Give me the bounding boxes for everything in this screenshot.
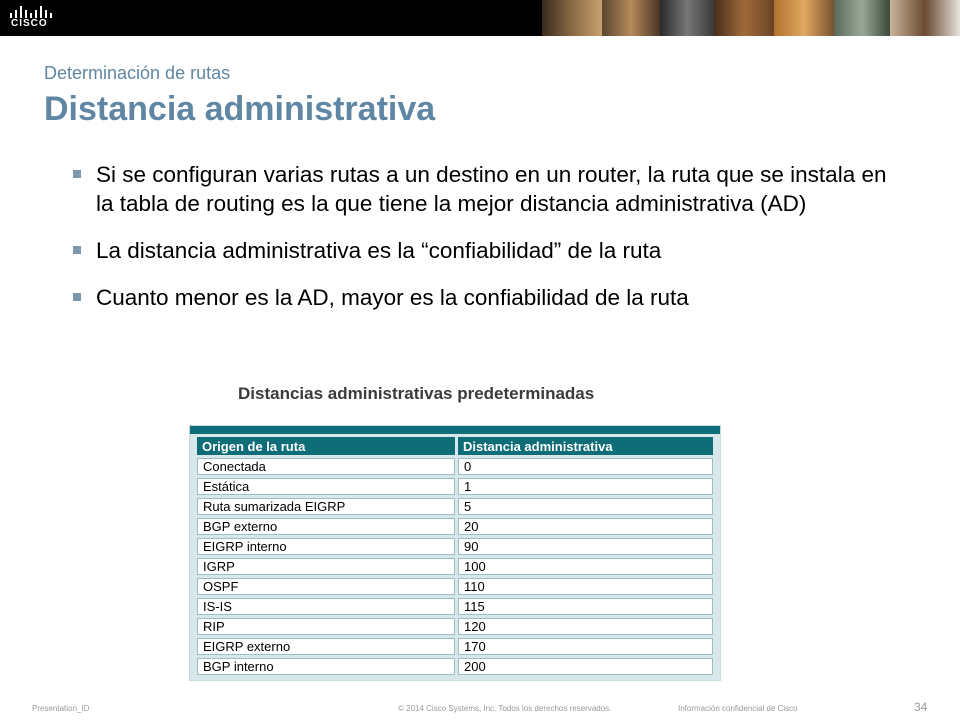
route-source-cell: OSPF xyxy=(197,578,455,595)
route-source-cell: BGP interno xyxy=(197,658,455,675)
table-row xyxy=(197,658,713,675)
bullet-item xyxy=(72,283,892,312)
slide-subtitle: Determinación de rutas xyxy=(44,63,231,83)
column-header-route-source: Origen de la ruta xyxy=(197,437,455,455)
admin-distance-cell: 120 xyxy=(458,618,713,635)
header-photo xyxy=(774,0,834,36)
admin-distance-cell: 200 xyxy=(458,658,713,675)
admin-distance-cell: 90 xyxy=(458,538,713,555)
admin-distance-table xyxy=(194,434,716,678)
admin-distance-cell: 115 xyxy=(458,598,713,615)
table-heading: Distancias administrativas predeterminadas xyxy=(238,384,595,403)
route-source-cell: RIP xyxy=(197,618,455,635)
table-top-strip xyxy=(190,426,720,434)
admin-distance-cell: 20 xyxy=(458,518,713,535)
page-number: 34 xyxy=(914,700,928,714)
bullet-list xyxy=(72,160,892,330)
slide-title: Distancia administrativa xyxy=(44,90,436,128)
table-row xyxy=(197,538,713,555)
header-photo-strip xyxy=(542,0,960,36)
bullet-text: Cuanto menor es la AD, mayor es la confiabilidad de la ruta xyxy=(96,285,689,310)
footer-presentation-id: Presentation_ID xyxy=(32,704,90,713)
admin-distance-cell: 170 xyxy=(458,638,713,655)
table-row xyxy=(197,558,713,575)
bullet-item xyxy=(72,160,892,218)
table-header-row xyxy=(197,437,713,455)
bullet-text: La distancia administrativa es la “confiabilidad” de la ruta xyxy=(96,238,662,263)
header-photo xyxy=(834,0,890,36)
square-bullet-icon xyxy=(73,246,81,254)
route-source-cell: EIGRP interno xyxy=(197,538,455,555)
table-row xyxy=(197,638,713,655)
route-source-cell: Ruta sumarizada EIGRP xyxy=(197,498,455,515)
admin-distance-cell: 1 xyxy=(458,478,713,495)
column-header-admin-distance: Distancia administrativa xyxy=(458,437,713,455)
table-row xyxy=(197,518,713,535)
header-photo xyxy=(602,0,660,36)
route-source-cell: BGP externo xyxy=(197,518,455,535)
route-source-cell: Conectada xyxy=(197,458,455,475)
admin-distance-cell: 100 xyxy=(458,558,713,575)
admin-distance-cell: 110 xyxy=(458,578,713,595)
table-row xyxy=(197,578,713,595)
square-bullet-icon xyxy=(73,170,81,178)
cisco-logo-bars-icon xyxy=(10,6,54,18)
route-source-cell: IGRP xyxy=(197,558,455,575)
footer-copyright: © 2014 Cisco Systems, Inc. Todos los derechos reservados. xyxy=(398,704,612,713)
header-banner xyxy=(0,0,960,36)
table-row xyxy=(197,478,713,495)
bullet-text: Si se configuran varias rutas a un destino en un router, la ruta que se instala en la tabla de routing es la que tiene la mejor distancia administrativa (AD) xyxy=(96,162,887,216)
admin-distance-cell: 0 xyxy=(458,458,713,475)
route-source-cell: Estática xyxy=(197,478,455,495)
table-row xyxy=(197,598,713,615)
bullet-item xyxy=(72,236,892,265)
route-source-cell: IS-IS xyxy=(197,598,455,615)
header-photo xyxy=(660,0,714,36)
header-photo xyxy=(714,0,774,36)
header-photo xyxy=(542,0,602,36)
footer-confidential: Información confidencial de Cisco xyxy=(678,704,798,713)
admin-distance-table-frame xyxy=(189,425,721,681)
table-row xyxy=(197,618,713,635)
header-photo xyxy=(890,0,960,36)
table-row xyxy=(197,498,713,515)
cisco-logo-text: CISCO xyxy=(11,18,48,29)
admin-distance-cell: 5 xyxy=(458,498,713,515)
table-row xyxy=(197,458,713,475)
route-source-cell: EIGRP externo xyxy=(197,638,455,655)
cisco-logo xyxy=(10,6,54,32)
square-bullet-icon xyxy=(73,293,81,301)
